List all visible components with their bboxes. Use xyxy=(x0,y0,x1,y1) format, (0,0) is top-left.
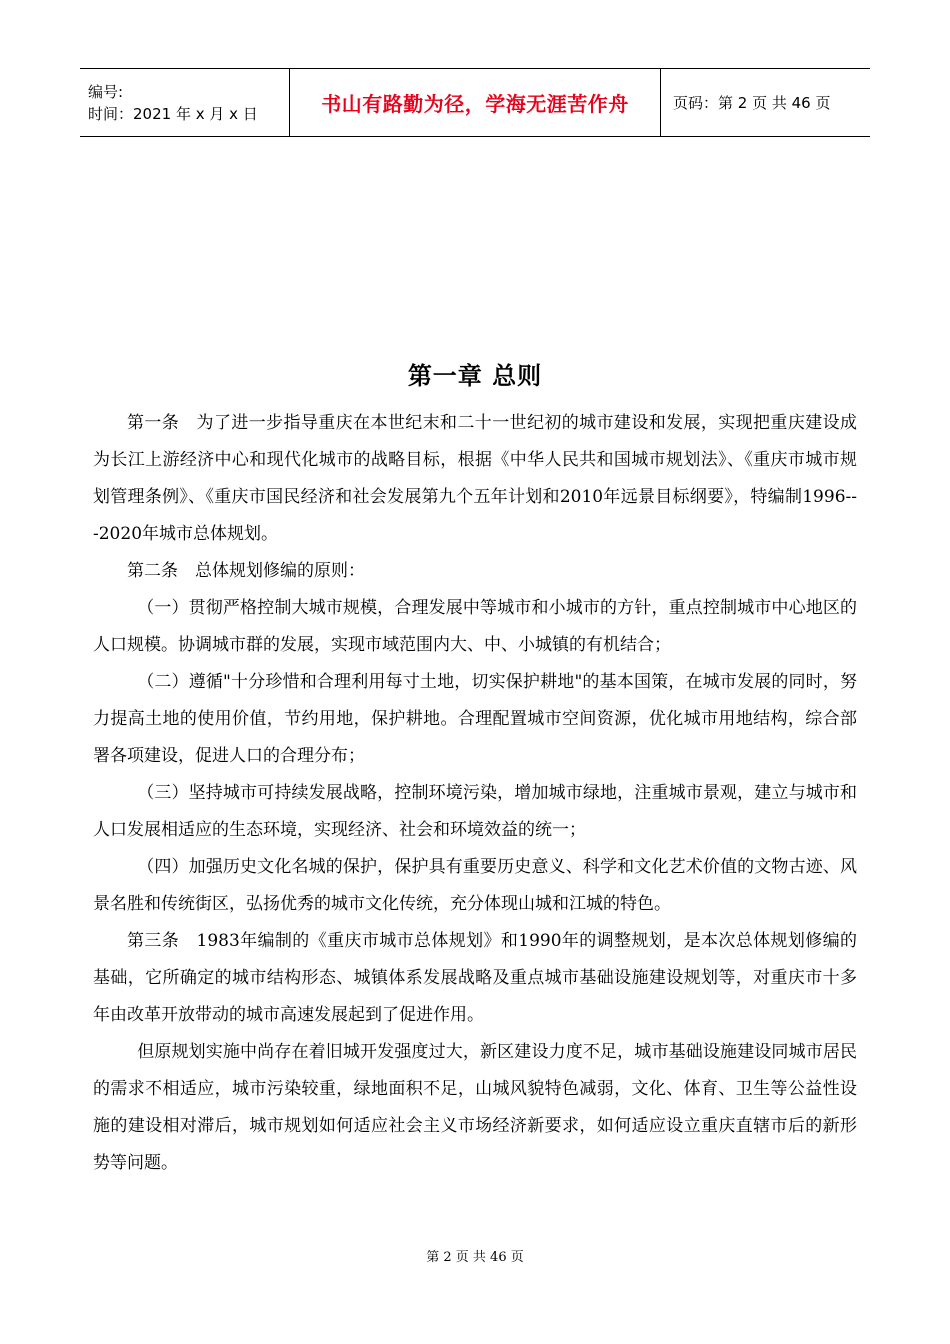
date-label: 时间：2021 年 x 月 x 日 xyxy=(88,104,258,123)
paragraph-principle-1: （一）贯彻严格控制大城市规模，合理发展中等城市和小城市的方针，重点控制城市中心地区的人口规模。协调城市群的发展，实现市域范围内大、中、小城镇的有机结合； xyxy=(93,598,857,655)
paragraph-article-3: 第三条 1983年编制的《重庆市城市总体规划》和1990年的调整规划，是本次总体规划修编的基础，它所确定的城市结构形态、城镇体系发展战略及重点城市基础设施建设规划等，对重庆市十多年由改革开放带动的城市高速发展起到了促进作用。 xyxy=(93,931,857,1025)
paragraph-principle-3: （三）坚持城市可持续发展战略，控制环境污染，增加城市绿地，注重城市景观，建立与城市和人口发展相适应的生态环境，实现经济、社会和环境效益的统一； xyxy=(93,783,857,840)
document-body xyxy=(93,405,857,1182)
paragraph-principle-2: （二）遵循"十分珍惜和合理利用每寸土地，切实保护耕地"的基本国策，在城市发展的同时，努力提高土地的使用价值，节约用地，保护耕地。合理配置城市空间资源，优化城市用地结构，综合部署各项建设，促进人口的合理分布； xyxy=(93,672,857,766)
header-meta-cell xyxy=(80,69,290,136)
page-header xyxy=(80,68,870,137)
serial-number-label: 编号: xyxy=(88,82,124,101)
paragraph-issues: 但原规划实施中尚存在着旧城开发强度过大，新区建设力度不足，城市基础设施建设同城市居民的需求不相适应，城市污染较重，绿地面积不足，山城风貌特色减弱，文化、体育、卫生等公益性设施的建设相对滞后，城市规划如何适应社会主义市场经济新要求，如何适应设立重庆直辖市后的新形势等问题。 xyxy=(93,1042,857,1173)
paragraph-article-2: 第二条 总体规划修编的原则： xyxy=(127,561,365,581)
page-footer: 第 2 页 共 46 页 xyxy=(426,1250,524,1265)
paragraph-principle-4: （四）加强历史文化名城的保护，保护具有重要历史意义、科学和文化艺术价值的文物古迹、风景名胜和传统街区，弘扬优秀的城市文化传统，充分体现山城和江城的特色。 xyxy=(93,857,857,914)
header-page-info: 页码：第 2 页 共 46 页 xyxy=(673,94,831,112)
paragraph-article-1: 第一条 为了进一步指导重庆在本世纪末和二十一世纪初的城市建设和发展，实现把重庆建设成为长江上游经济中心和现代化城市的战略目标，根据《中华人民共和国城市规划法》、《重庆市城市规划管理条例》、《重庆市国民经济和社会发展第九个五年计划和2010年远景目标纲要》，特编制1996---2020年城市总体规划。 xyxy=(93,413,857,544)
chapter-title: 第一章 总则 xyxy=(407,362,543,390)
header-motto: 书山有路勤为径，学海无涯苦作舟 xyxy=(290,69,661,136)
